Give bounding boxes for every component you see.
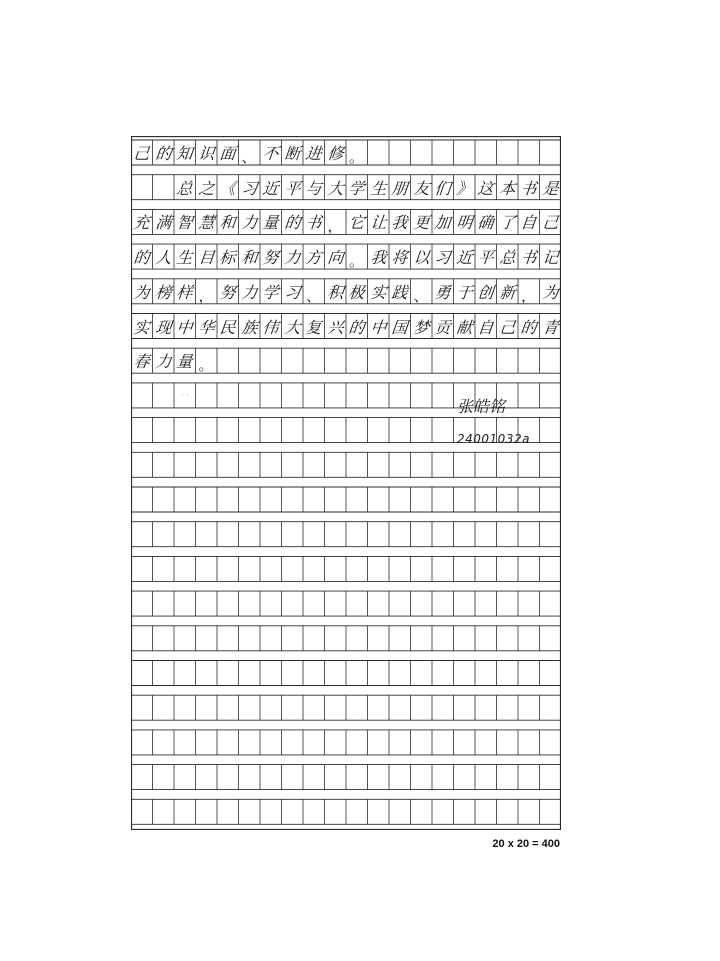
essay-char: 总 xyxy=(498,248,517,268)
essay-char: 努 xyxy=(218,282,237,302)
essay-char: 、 xyxy=(413,286,429,305)
essay-char: 这 xyxy=(476,178,495,198)
signature: 张皓铭 xyxy=(457,397,506,416)
essay-char: 之 xyxy=(197,178,216,198)
essay-char: 实 xyxy=(369,282,388,302)
essay-char: 学 xyxy=(347,178,366,198)
essay-char: 充 xyxy=(132,213,151,233)
essay-char: 、 xyxy=(306,286,322,305)
essay-char: ， xyxy=(327,217,343,236)
essay-char: 方 xyxy=(304,248,323,268)
essay-char: 榜 xyxy=(154,282,173,302)
essay-char: 华 xyxy=(197,317,216,337)
essay-char: 和 xyxy=(240,248,259,268)
essay-char: 将 xyxy=(390,248,409,268)
essay-char: 为 xyxy=(132,282,151,302)
essay-char: 献 xyxy=(455,317,474,337)
essay-char: 的 xyxy=(132,248,151,268)
essay-char: 努 xyxy=(261,248,280,268)
essay-char: 兴 xyxy=(326,317,345,337)
essay-char: 中 xyxy=(175,317,194,337)
essay-char: 生 xyxy=(369,178,388,198)
essay-char: 了 xyxy=(498,213,517,233)
essay-char: 书 xyxy=(519,248,538,268)
essay-char: ， xyxy=(521,286,537,305)
grid-count-label: 20 x 20 = 400 xyxy=(492,838,560,850)
essay-char: 目 xyxy=(197,248,216,268)
essay-char: 不 xyxy=(261,144,280,163)
essay-char: 加 xyxy=(433,213,452,233)
essay-char: 书 xyxy=(519,178,538,198)
essay-char: 断 xyxy=(283,144,302,163)
essay-char: 己 xyxy=(541,213,560,233)
essay-char: 量 xyxy=(261,213,280,233)
essay-char: 更 xyxy=(412,213,431,233)
essay-char: 书 xyxy=(304,213,323,233)
essay-char: 我 xyxy=(369,248,388,268)
essay-char: 样 xyxy=(175,282,194,302)
essay-char: 与 xyxy=(304,178,323,198)
essay-char: 新 xyxy=(498,282,517,302)
student-id: 24001032a xyxy=(457,432,530,446)
essay-char: 知 xyxy=(175,144,194,163)
essay-char: 族 xyxy=(240,317,259,337)
essay-char: 己 xyxy=(132,144,151,163)
essay-char: 贡 xyxy=(433,317,452,337)
essay-char: 近 xyxy=(261,178,280,198)
essay-char: 复 xyxy=(304,317,323,337)
essay-char: 、 xyxy=(241,148,257,166)
essay-char: 中 xyxy=(369,317,388,337)
essay-char: 修 xyxy=(326,144,345,163)
essay-char: 的 xyxy=(347,317,366,337)
essay-char: 面 xyxy=(218,144,237,163)
essay-char: 近 xyxy=(455,248,474,268)
grid-lines xyxy=(131,136,561,830)
essay-char: 让 xyxy=(369,213,388,233)
essay-char: 朋 xyxy=(390,178,409,198)
essay-char: 确 xyxy=(476,213,495,233)
essay-char: 平 xyxy=(476,248,495,268)
essay-char: 人 xyxy=(154,248,173,268)
essay-char: 平 xyxy=(283,178,302,198)
essay-char: 。 xyxy=(198,356,214,375)
essay-char: 习 xyxy=(240,178,259,198)
essay-char: 现 xyxy=(154,317,173,337)
essay-char: 积 xyxy=(326,282,345,302)
essay-char: 自 xyxy=(476,317,495,337)
essay-char: 我 xyxy=(390,213,409,233)
essay-char: ， xyxy=(198,286,214,305)
essay-char: 《 xyxy=(218,178,237,198)
essay-char: 。 xyxy=(349,148,365,166)
essay-char: 己 xyxy=(498,317,517,337)
essay-char: 生 xyxy=(175,248,194,268)
essay-char: 和 xyxy=(218,213,237,233)
essay-char: 满 xyxy=(154,213,173,233)
essay-char: 于 xyxy=(455,282,474,302)
essay-char: 标 xyxy=(218,248,237,268)
essay-char: 总 xyxy=(175,178,194,198)
essay-char: 创 xyxy=(476,282,495,302)
essay-char: 力 xyxy=(240,282,259,302)
essay-char: 的 xyxy=(283,213,302,233)
essay-char: 力 xyxy=(240,213,259,233)
essay-char: 的 xyxy=(154,144,173,163)
essay-char: 慧 xyxy=(197,213,216,233)
essay-char: 力 xyxy=(283,248,302,268)
essay-char: 是 xyxy=(541,178,560,198)
essay-char: 进 xyxy=(304,144,323,163)
essay-char: 勇 xyxy=(433,282,452,302)
essay-char: 本 xyxy=(498,178,517,198)
essay-char: 国 xyxy=(390,317,409,337)
stray-marks: · · xyxy=(181,390,189,400)
essay-char: 自 xyxy=(519,213,538,233)
essay-char: 向 xyxy=(326,248,345,268)
essay-char: 春 xyxy=(132,352,151,372)
writing-grid xyxy=(131,136,561,830)
essay-char: 明 xyxy=(455,213,474,233)
essay-char: 习 xyxy=(433,248,452,268)
essay-char: 梦 xyxy=(412,317,431,337)
essay-char: 大 xyxy=(326,178,345,198)
essay-char: 记 xyxy=(541,248,560,268)
essay-char: 学 xyxy=(261,282,280,302)
essay-char: 们 xyxy=(433,178,452,198)
essay-char: 》 xyxy=(455,178,474,198)
essay-char: 极 xyxy=(347,282,366,302)
essay-char: 智 xyxy=(175,213,194,233)
essay-char: 习 xyxy=(283,282,302,302)
essay-char: 为 xyxy=(541,282,560,302)
essay-char: 伟 xyxy=(261,317,280,337)
essay-char: 识 xyxy=(197,144,216,163)
essay-char: 。 xyxy=(349,252,365,271)
essay-char: 量 xyxy=(175,352,194,372)
essay-char: 青 xyxy=(541,317,560,337)
essay-char: 民 xyxy=(218,317,237,337)
essay-char: 它 xyxy=(347,213,366,233)
essay-char: 实 xyxy=(132,317,151,337)
essay-char: 践 xyxy=(390,282,409,302)
essay-char: 的 xyxy=(519,317,538,337)
essay-char: 友 xyxy=(412,178,431,198)
essay-char: 以 xyxy=(412,248,431,268)
essay-char: 力 xyxy=(154,352,173,372)
essay-char: 大 xyxy=(283,317,302,337)
